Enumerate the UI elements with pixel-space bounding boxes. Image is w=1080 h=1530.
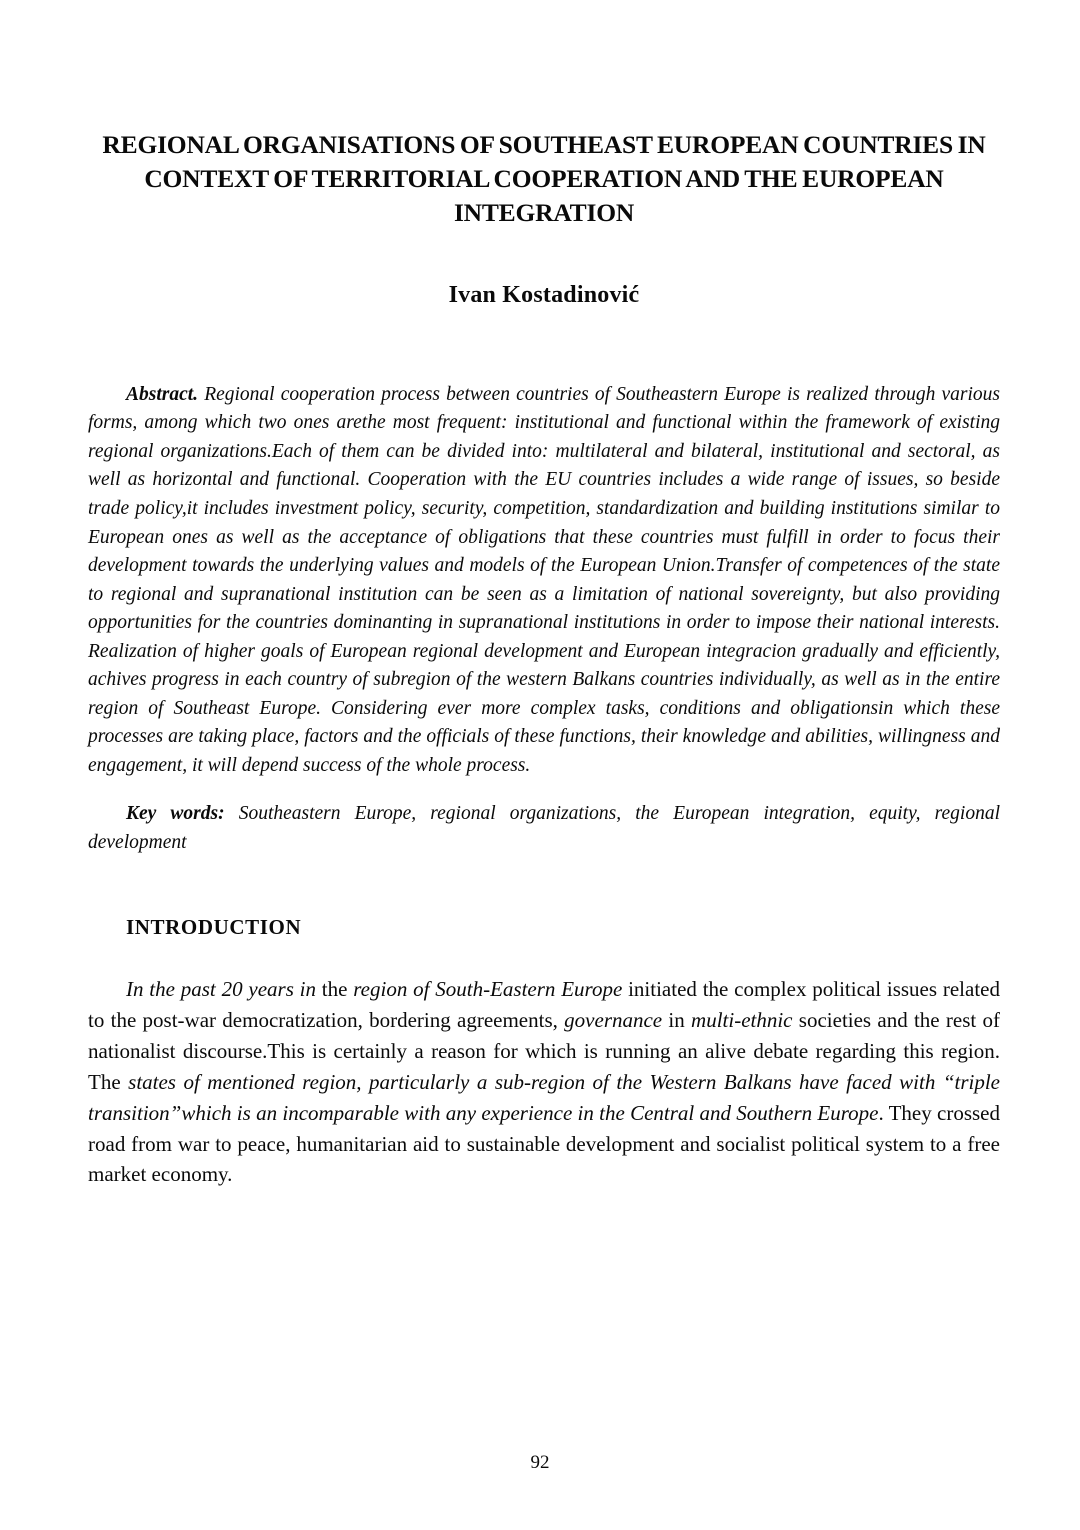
intro-seg-1: In the past 20 years in xyxy=(126,977,316,1002)
keywords-paragraph xyxy=(88,800,1000,857)
abstract-text: Regional cooperation process between countries of Southeastern Europe is realized through various forms, among which two ones arethe most frequent: institutional and functional within the framework of existing regional organizations.Each of them can be divided into: multilateral and bilateral, institutional and sectoral, as well as horizontal and functional. Cooperation with the EU countries includes a wide range of issues, so beside trade policy,it includes investment policy, security, competition, standardization and building institutions similar to European ones as well as the acceptance of obligations that these countries must fulfill in order to focus their development towards the underlying values and models of the European Union.Transfer of competences of the state to regional and supranational institution can be seen as a limitation of national sovereignty, but also providing opportunities for the countries dominanting in supranational institutions in order to impose their national interests. Realization of higher goals of European regional development and European integracion gradually and efficiently, achives progress in each country of subregion of the western Balkans countries individually, as well as in the entire region of Southeast Europe. Considering ever more complex tasks, conditions and obligationsin which these processes are taking place, factors and the officials of these functions, their knowledge and abilities, willingness and engagement, it will depend success of the whole process. xyxy=(88,383,1000,777)
abstract-paragraph xyxy=(88,381,1000,781)
page-content xyxy=(88,128,1000,1211)
intro-seg-8: societies and the rest of nationalist discourse.This is certainly a reason for which is running an alive debate regarding this region. The xyxy=(88,1008,1000,1094)
abstract-label: Abstract. xyxy=(126,383,199,405)
keywords-label: Key words: xyxy=(126,803,225,825)
intro-seg-6: in xyxy=(662,1008,692,1033)
section-heading-introduction: INTRODUCTION xyxy=(126,915,302,940)
intro-seg-10: . They crossed road from war to peace, humanitarian aid to sustainable development and socialist political system to a free market economy. xyxy=(88,1100,1001,1187)
author-name: Ivan Kostadinović xyxy=(448,281,640,308)
intro-seg-4: initiated the complex political issues related to the post-war democratization, bordering agreements, xyxy=(88,977,1000,1033)
page-number: 92 xyxy=(530,1452,550,1473)
intro-seg-3: region of South-Eastern Europe xyxy=(353,977,623,1002)
intro-seg-2: the xyxy=(316,977,354,1002)
intro-seg-9: states of mentioned region, particularly a sub-region of the Western Balkans have faced with “triple transition”which is an incomparable with any experience in the Central and Southern Europe xyxy=(88,1069,1000,1125)
keywords-text: Southeastern Europe, regional organizations, the European integration, equity, regional development xyxy=(88,803,1000,853)
intro-seg-5: governance xyxy=(564,1008,663,1033)
intro-paragraph xyxy=(88,974,1000,1190)
page-title: REGIONAL ORGANISATIONS OF SOUTHEAST EUROPEAN COUNTRIES IN CONTEXT OF TERRITORIAL COOPERATION AND THE EUROPEAN INTEGRATION xyxy=(102,130,986,227)
intro-seg-7: multi-ethnic xyxy=(691,1008,793,1033)
